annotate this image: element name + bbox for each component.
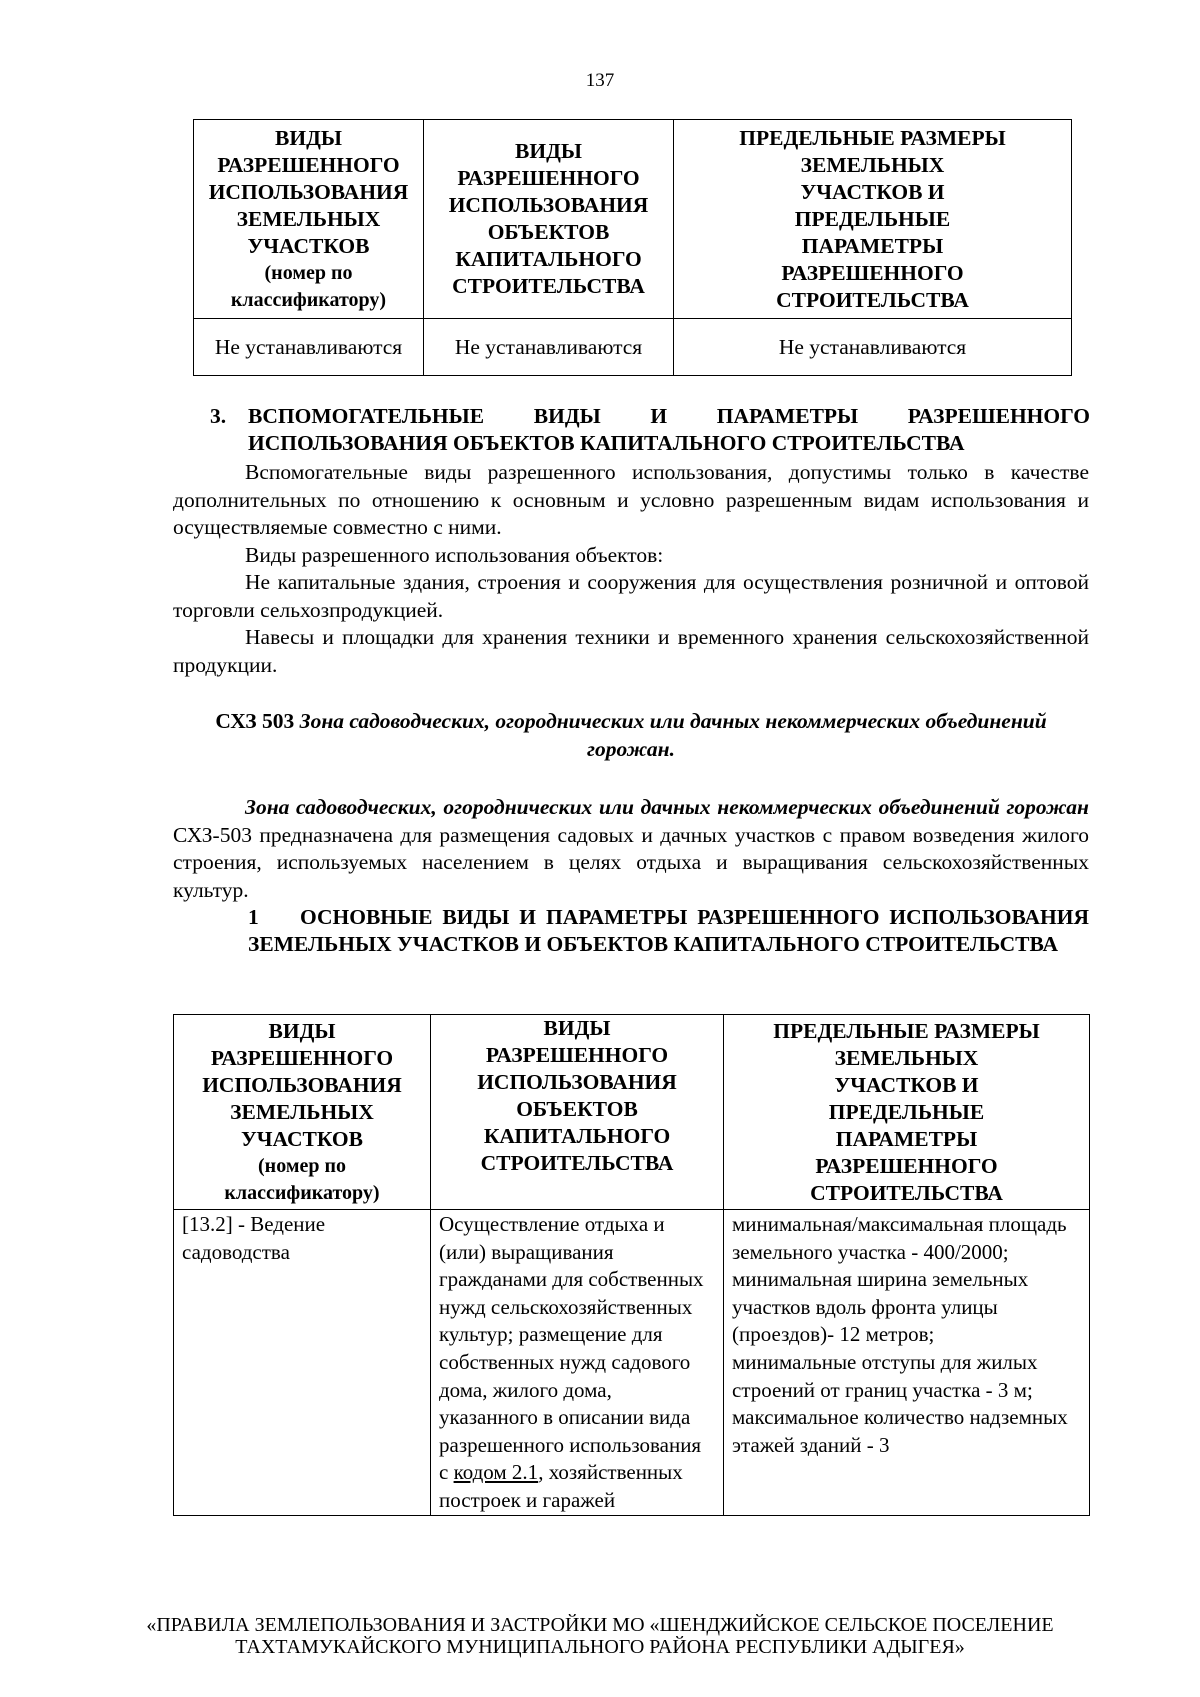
header-line: ОБЪЕКТОВ bbox=[487, 220, 610, 244]
zone-code: СХЗ 503 bbox=[215, 709, 295, 733]
table-cell-land-use: [13.2] - Ведение садоводства bbox=[174, 1210, 431, 1516]
section-title-line1: ВСПОМОГАТЕЛЬНЫЕ ВИДЫ И ПАРАМЕТРЫ РАЗРЕШЕННОГО bbox=[248, 404, 1090, 428]
header-line: КАПИТАЛЬНОГО bbox=[455, 247, 642, 271]
header-line: УЧАСТКОВ И bbox=[800, 179, 945, 204]
page-footer bbox=[0, 1614, 1200, 1658]
section-number: 3. bbox=[210, 404, 227, 428]
header-line: КАПИТАЛЬНОГО bbox=[483, 1124, 671, 1148]
section-3-heading bbox=[210, 403, 1090, 457]
table-cell-parameters bbox=[724, 1210, 1090, 1516]
table-cell: Не устанавливаются bbox=[194, 319, 424, 376]
header-land-use-types bbox=[194, 120, 424, 319]
header-line: ПАРАМЕТРЫ bbox=[835, 1126, 978, 1151]
header-note: классификатору) bbox=[230, 288, 387, 311]
header-line: ВИДЫ bbox=[275, 125, 342, 150]
parameter-line: максимальное количество надземных этажей зданий - 3 bbox=[732, 1405, 1068, 1457]
description-text-end: , хозяйственных построек и гаражей bbox=[439, 1460, 683, 1512]
aux-paragraph: Вспомогательные виды разрешенного использования, допустимы только в качестве дополнительных по отношению к основным и условно разрешенным видам использования и осуществляемые совместно с ними. bbox=[173, 460, 1089, 539]
header-line: РАЗРЕШЕННОГО bbox=[217, 152, 400, 177]
header-limit-parameters bbox=[724, 1015, 1090, 1210]
header-line: ПРЕДЕЛЬНЫЕ bbox=[828, 1099, 985, 1124]
table-cell: Не устанавливаются bbox=[674, 319, 1072, 376]
header-building-use-types bbox=[431, 1015, 724, 1210]
zone-name: Зона садоводческих, огороднических или дачных некоммерческих объединений горожан. bbox=[299, 709, 1047, 761]
zone-title bbox=[173, 707, 1089, 763]
zone-description-rest: СХЗ-503 предназначена для размещения садовых и дачных участков с правом возведения жилого строения, используемых населением в целях отдыха и выращивания сельскохозяйственных культур. bbox=[173, 822, 1089, 902]
header-line: ВИДЫ bbox=[515, 139, 582, 163]
header-line: ИСПОЛЬЗОВАНИЯ bbox=[208, 179, 409, 204]
table-row bbox=[174, 1210, 1090, 1516]
aux-paragraph: Навесы и площадки для хранения техники и временного хранения сельскохозяйственной продукции. bbox=[173, 625, 1089, 677]
header-limit-parameters bbox=[674, 120, 1072, 319]
header-note: (номер по bbox=[264, 261, 353, 284]
header-line: ВИДЫ bbox=[543, 1016, 611, 1040]
section-title-line2: ИСПОЛЬЗОВАНИЯ ОБЪЕКТОВ КАПИТАЛЬНОГО СТРОИТЕЛЬСТВА bbox=[248, 431, 965, 455]
header-line: ОБЪЕКТОВ bbox=[516, 1097, 638, 1121]
header-line: РАЗРЕШЕННОГО bbox=[485, 1043, 669, 1067]
header-line: ПАРАМЕТРЫ bbox=[801, 233, 944, 258]
header-line: УЧАСТКОВ И bbox=[834, 1072, 979, 1097]
header-building-use-types bbox=[424, 120, 674, 319]
section-title: ОСНОВНЫЕ ВИДЫ И ПАРАМЕТРЫ РАЗРЕШЕННОГО ИСПОЛЬЗОВАНИЯ ЗЕМЕЛЬНЫХ УЧАСТКОВ И ОБЪЕКТОВ КАПИТАЛЬНОГО СТРОИТЕЛЬСТВА bbox=[248, 905, 1089, 956]
description-text: Осуществление отдыха и (или) выращивания гражданами для собственных нужд сельскохозяйственных культур; размещение для собственных нужд садового дома, жилого дома, указанного в описании вида разрешенного использования с bbox=[439, 1212, 704, 1485]
footer-line2: ТАХТАМУКАЙСКОГО МУНИЦИПАЛЬНОГО РАЙОНА РЕСПУБЛИКИ АДЫГЕЯ» bbox=[235, 1636, 965, 1658]
header-line: СТРОИТЕЛЬСТВА bbox=[452, 274, 645, 298]
header-line: СТРОИТЕЛЬСТВА bbox=[480, 1151, 674, 1175]
header-line: УЧАСТКОВ bbox=[247, 233, 370, 258]
parameter-line: минимальная ширина земельных участков вдоль фронта улицы (проездов)- 12 метров; bbox=[732, 1267, 1029, 1347]
permitted-use-table-continued bbox=[193, 119, 1072, 376]
parameter-line: минимальные отступы для жилых строений от границ участка - 3 м; bbox=[732, 1349, 1038, 1402]
header-line: ИСПОЛЬЗОВАНИЯ bbox=[202, 1072, 402, 1097]
header-line: РАЗРЕШЕННОГО bbox=[457, 166, 640, 190]
table-cell: Не устанавливаются bbox=[424, 319, 674, 376]
section-number: 1 bbox=[248, 905, 259, 929]
aux-paragraph: Не капитальные здания, строения и сооружения для осуществления розничной и оптовой торговли сельхозпродукцией. bbox=[173, 570, 1089, 622]
code-link[interactable]: кодом 2.1 bbox=[453, 1460, 539, 1485]
section-1-heading bbox=[248, 904, 1089, 958]
footer-line1: «ПРАВИЛА ЗЕМЛЕПОЛЬЗОВАНИЯ И ЗАСТРОЙКИ МО «ШЕНДЖИЙСКОЕ СЕЛЬСКОЕ ПОСЕЛЕНИЕ bbox=[146, 1614, 1054, 1636]
header-line: РАЗРЕШЕННОГО bbox=[781, 260, 964, 285]
header-line: СТРОИТЕЛЬСТВА bbox=[810, 1180, 1003, 1205]
header-line: ИСПОЛЬЗОВАНИЯ bbox=[477, 1070, 677, 1094]
page-number: 137 bbox=[585, 70, 615, 91]
parameter-line: минимальная/максимальная площадь земельного участка - 400/2000; bbox=[732, 1212, 1067, 1264]
header-line: ПРЕДЕЛЬНЫЕ РАЗМЕРЫ bbox=[739, 125, 1006, 150]
header-line: СТРОИТЕЛЬСТВА bbox=[776, 287, 969, 312]
table-header-row bbox=[174, 1015, 1090, 1210]
zone-description-lead: Зона садоводческих, огороднических или дачных некоммерческих объединений горожан bbox=[245, 795, 1089, 819]
header-note: (номер по bbox=[258, 1154, 346, 1177]
permitted-use-table bbox=[173, 1014, 1090, 1516]
header-note: классификатору) bbox=[224, 1181, 380, 1204]
header-line: ПРЕДЕЛЬНЫЕ bbox=[794, 206, 951, 231]
table-cell-description bbox=[431, 1210, 724, 1516]
header-line: ЗЕМЕЛЬНЫХ bbox=[236, 206, 381, 231]
header-line: УЧАСТКОВ bbox=[241, 1126, 363, 1151]
header-line: РАЗРЕШЕННОГО bbox=[210, 1045, 394, 1070]
header-line: ИСПОЛЬЗОВАНИЯ bbox=[448, 193, 649, 217]
table-header-row bbox=[194, 120, 1072, 319]
table-row bbox=[194, 319, 1072, 376]
header-line: ПРЕДЕЛЬНЫЕ РАЗМЕРЫ bbox=[773, 1018, 1040, 1043]
header-land-use-types bbox=[174, 1015, 431, 1210]
header-line: ЗЕМЕЛЬНЫХ bbox=[230, 1099, 374, 1124]
header-line: ЗЕМЕЛЬНЫХ bbox=[800, 152, 945, 177]
aux-paragraph: Виды разрешенного использования объектов: bbox=[245, 543, 664, 567]
header-line: ВИДЫ bbox=[268, 1018, 336, 1043]
header-line: РАЗРЕШЕННОГО bbox=[815, 1153, 998, 1178]
zone-description bbox=[173, 794, 1089, 904]
header-line: ЗЕМЕЛЬНЫХ bbox=[834, 1045, 979, 1070]
